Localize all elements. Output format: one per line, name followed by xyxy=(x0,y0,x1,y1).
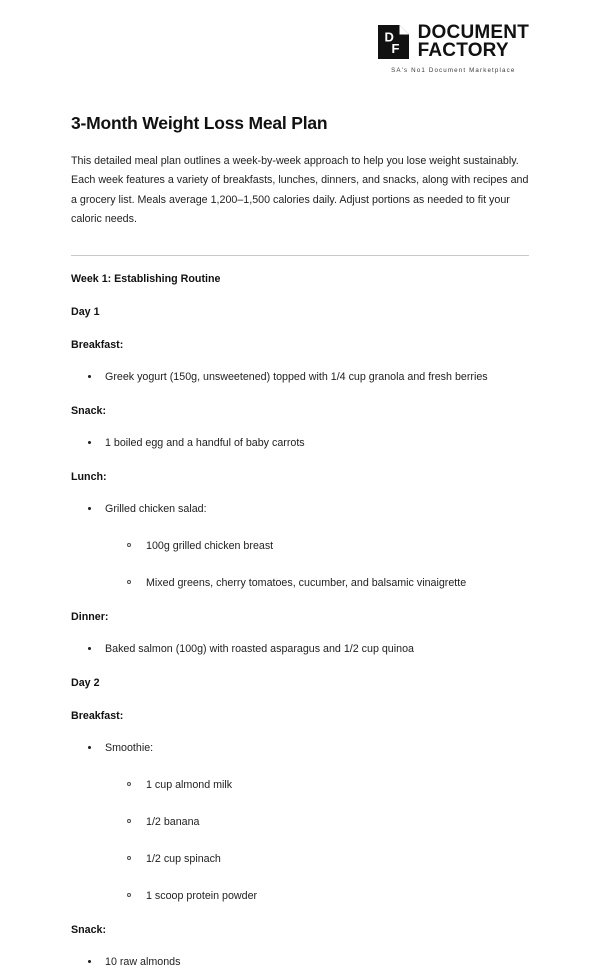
meal-heading-snack-day1: Snack: xyxy=(71,404,107,417)
meal-list-dinner-day1 xyxy=(71,640,529,658)
bullet-icon xyxy=(88,375,91,378)
page-title: 3-Month Weight Loss Meal Plan xyxy=(71,113,328,134)
list-item-text: Smoothie: xyxy=(105,741,154,754)
section-divider xyxy=(71,255,529,256)
bullet-icon xyxy=(88,960,91,963)
meal-list-breakfast-day2 xyxy=(71,739,529,905)
sublist-breakfast-day2 xyxy=(105,776,529,905)
meal-heading-breakfast-day2: Breakfast: xyxy=(71,709,124,722)
list-item xyxy=(71,640,529,658)
brand-logo xyxy=(378,24,529,74)
hollow-bullet-icon xyxy=(127,782,131,786)
logo-tagline: SA's No1 Document Marketplace xyxy=(391,67,516,75)
list-item-text: 1 scoop protein powder xyxy=(146,889,258,902)
list-item-text: 1/2 banana xyxy=(146,815,200,828)
list-item xyxy=(71,500,529,592)
bullet-icon xyxy=(88,441,91,444)
meal-heading-lunch-day1: Lunch: xyxy=(71,470,107,483)
list-item-text: Mixed greens, cherry tomatoes, cucumber, and balsamic vinaigrette xyxy=(146,576,467,589)
logo-row xyxy=(378,24,529,60)
list-item xyxy=(71,434,529,452)
intro-paragraph: This detailed meal plan outlines a week-by-week approach to help you lose weight sustainably. Each week features a variety of breakfasts, lunches, dinners, and snacks, along with recipes and a grocery list. Meals average 1,200–1,500 calories daily. Adjust portions as needed to fit your caloric needs. xyxy=(71,155,529,225)
list-item-text: 100g grilled chicken breast xyxy=(146,539,274,552)
list-item xyxy=(105,776,529,794)
meal-heading-breakfast-day1: Breakfast: xyxy=(71,338,124,351)
bullet-icon xyxy=(88,647,91,650)
hollow-bullet-icon xyxy=(127,856,131,860)
hollow-bullet-icon xyxy=(127,543,131,547)
sublist-lunch-day1 xyxy=(105,537,529,592)
bullet-icon xyxy=(88,507,91,510)
list-item-text: Grilled chicken salad: xyxy=(105,502,207,515)
list-item xyxy=(71,368,529,386)
hollow-bullet-icon xyxy=(127,893,131,897)
meal-list-snack-day2 xyxy=(71,953,529,971)
list-item xyxy=(71,739,529,905)
list-item-text: 1 cup almond milk xyxy=(146,778,233,791)
logo-word-line2: FACTORY xyxy=(417,40,509,62)
svg-text:D: D xyxy=(384,29,394,45)
list-item-text: 1 boiled egg and a handful of baby carrots xyxy=(105,436,305,449)
meal-list-snack-day1 xyxy=(71,434,529,452)
list-item xyxy=(105,850,529,868)
list-item xyxy=(105,537,529,555)
document-body xyxy=(71,273,529,971)
list-item xyxy=(105,887,529,905)
hollow-bullet-icon xyxy=(127,580,131,584)
list-item-text: 1/2 cup spinach xyxy=(146,852,221,865)
list-item-text: 10 raw almonds xyxy=(105,955,181,968)
list-item-text: Greek yogurt (150g, unsweetened) topped with 1/4 cup granola and fresh berries xyxy=(105,370,488,383)
list-item-text: Baked salmon (100g) with roasted asparagus and 1/2 cup quinoa xyxy=(105,642,414,655)
document-page-icon xyxy=(378,25,409,59)
day-heading-day2: Day 2 xyxy=(71,676,100,689)
meal-heading-dinner-day1: Dinner: xyxy=(71,610,109,623)
week-heading: Week 1: Establishing Routine xyxy=(71,272,221,285)
svg-text:F: F xyxy=(391,41,400,57)
list-item xyxy=(105,574,529,592)
document-header xyxy=(71,0,529,74)
logo-word-line1: DOCUMENT xyxy=(417,22,529,43)
list-item xyxy=(105,813,529,831)
day-heading-day1: Day 1 xyxy=(71,305,100,318)
meal-heading-snack-day2: Snack: xyxy=(71,923,107,936)
meal-list-breakfast-day1 xyxy=(71,368,529,386)
meal-list-lunch-day1 xyxy=(71,500,529,592)
bullet-icon xyxy=(88,746,91,749)
logo-wordmark xyxy=(418,24,529,60)
list-item xyxy=(71,953,529,971)
hollow-bullet-icon xyxy=(127,819,131,823)
